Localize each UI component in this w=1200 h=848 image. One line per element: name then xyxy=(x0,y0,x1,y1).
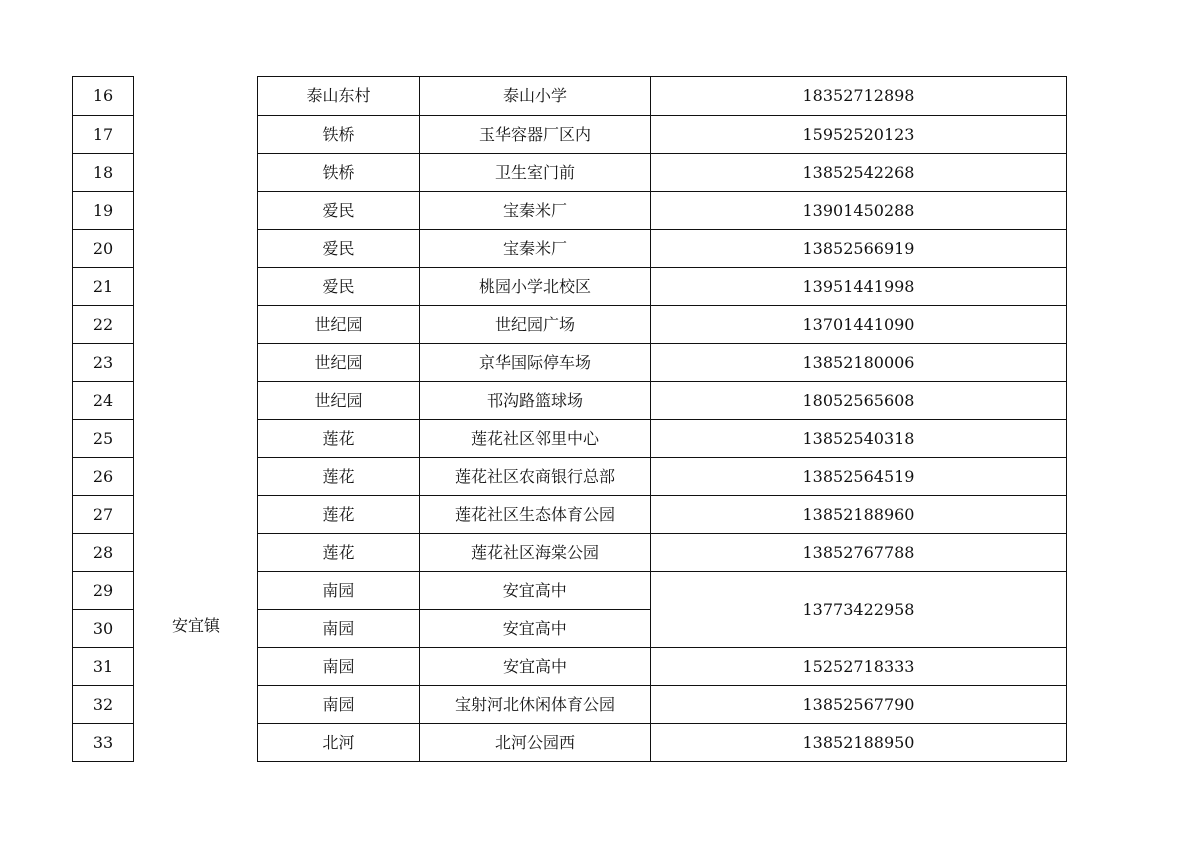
seq-number: 32 xyxy=(92,694,114,714)
seq-row xyxy=(73,685,133,723)
table-row xyxy=(258,305,1066,343)
table-row xyxy=(258,685,1066,723)
seq-row xyxy=(73,77,133,115)
phone-cell: 13951441998 xyxy=(802,276,915,296)
site-cell: 北河公园西 xyxy=(420,724,651,761)
village-cell: 世纪园 xyxy=(258,344,420,381)
seq-row xyxy=(73,571,133,609)
phone-cell: 13852540318 xyxy=(802,428,915,448)
village-cell: 南园 xyxy=(258,610,420,646)
village-cell: 南园 xyxy=(258,686,420,723)
phone-cell: 13852542268 xyxy=(802,162,915,182)
table-row xyxy=(258,381,1066,419)
seq-number: 21 xyxy=(92,276,114,296)
site-cell: 桃园小学北校区 xyxy=(420,268,651,305)
site-cell: 安宜高中 xyxy=(502,580,567,600)
village-cell: 世纪园 xyxy=(258,382,420,419)
town-name: 安宜镇 xyxy=(171,616,220,635)
seq-number: 17 xyxy=(92,124,114,144)
seq-number: 16 xyxy=(92,86,114,105)
phone-cell: 13852188950 xyxy=(802,732,915,752)
table-row xyxy=(258,457,1066,495)
seq-row xyxy=(73,457,133,495)
seq-number: 29 xyxy=(92,580,114,600)
merged-row-group xyxy=(258,571,1066,647)
seq-number: 33 xyxy=(92,732,114,752)
village-cell: 莲花 xyxy=(258,420,420,457)
phone-cell: 13901450288 xyxy=(802,200,915,220)
seq-row xyxy=(73,533,133,571)
seq-number: 24 xyxy=(92,390,114,410)
seq-number: 27 xyxy=(92,504,114,524)
seq-row xyxy=(73,229,133,267)
seq-row xyxy=(73,609,133,647)
village-cell: 爱民 xyxy=(258,192,420,229)
sequence-column xyxy=(72,76,134,762)
phone-cell: 15252718333 xyxy=(802,656,915,676)
seq-number: 22 xyxy=(92,314,114,334)
village-cell: 莲花 xyxy=(258,496,420,533)
site-cell: 京华国际停车场 xyxy=(420,344,651,381)
merged-phone-cell: 13773422958 xyxy=(802,600,915,619)
seq-number: 26 xyxy=(92,466,114,486)
seq-row xyxy=(73,267,133,305)
village-cell: 南园 xyxy=(258,572,420,609)
seq-row xyxy=(73,381,133,419)
seq-row xyxy=(73,305,133,343)
table-row xyxy=(258,572,650,609)
village-cell: 莲花 xyxy=(258,534,420,571)
table-row xyxy=(258,267,1066,305)
village-cell: 北河 xyxy=(258,724,420,761)
seq-row xyxy=(73,153,133,191)
village-cell: 铁桥 xyxy=(258,154,420,191)
table-row xyxy=(258,77,1066,115)
site-cell: 卫生室门前 xyxy=(420,154,651,191)
table-row xyxy=(258,229,1066,267)
table-row xyxy=(258,647,1066,685)
site-cell: 宝射河北休闲体育公园 xyxy=(420,686,651,723)
table-row xyxy=(258,723,1066,761)
phone-cell: 13701441090 xyxy=(802,314,915,334)
table-row xyxy=(258,419,1066,457)
phone-cell: 18052565608 xyxy=(802,390,915,410)
site-cell: 莲花社区邻里中心 xyxy=(420,420,651,457)
table-row xyxy=(258,495,1066,533)
site-cell: 宝秦米厂 xyxy=(420,192,651,229)
phone-cell: 13852767788 xyxy=(802,542,915,562)
seq-number: 25 xyxy=(92,428,114,448)
phone-cell: 13852567790 xyxy=(802,694,915,714)
site-cell: 莲花社区农商银行总部 xyxy=(420,458,651,495)
merged-row-left xyxy=(258,572,651,647)
phone-cell: 13852564519 xyxy=(802,466,915,486)
village-cell: 世纪园 xyxy=(258,306,420,343)
site-cell: 莲花社区海棠公园 xyxy=(420,534,651,571)
seq-number: 23 xyxy=(92,352,114,372)
seq-number: 31 xyxy=(92,656,114,676)
site-table xyxy=(257,76,1067,762)
village-cell: 泰山东村 xyxy=(258,77,420,115)
phone-cell: 13852180006 xyxy=(802,352,915,372)
site-cell: 玉华容器厂区内 xyxy=(420,116,651,153)
phone-cell: 13852566919 xyxy=(802,238,915,258)
table-row xyxy=(258,153,1066,191)
site-cell: 邗沟路篮球场 xyxy=(420,382,651,419)
site-cell: 宝秦米厂 xyxy=(420,230,651,267)
village-cell: 爱民 xyxy=(258,230,420,267)
seq-number: 30 xyxy=(92,618,114,638)
village-cell: 爱民 xyxy=(258,268,420,305)
table-row xyxy=(258,191,1066,229)
seq-row xyxy=(73,723,133,761)
site-cell: 世纪园广场 xyxy=(420,306,651,343)
seq-number: 19 xyxy=(92,200,114,220)
phone-cell: 18352712898 xyxy=(802,86,915,105)
seq-row xyxy=(73,115,133,153)
site-cell: 泰山小学 xyxy=(420,77,651,115)
seq-number: 20 xyxy=(92,238,114,258)
table-row xyxy=(258,609,650,646)
site-cell: 安宜高中 xyxy=(502,618,567,638)
seq-row xyxy=(73,495,133,533)
table-row xyxy=(258,343,1066,381)
phone-cell: 15952520123 xyxy=(802,124,915,144)
seq-row xyxy=(73,191,133,229)
table-row xyxy=(258,115,1066,153)
village-cell: 南园 xyxy=(258,648,420,685)
site-cell: 安宜高中 xyxy=(420,648,651,685)
seq-number: 18 xyxy=(92,162,114,182)
site-cell: 莲花社区生态体育公园 xyxy=(420,496,651,533)
seq-number: 28 xyxy=(92,542,114,562)
seq-row xyxy=(73,343,133,381)
phone-cell: 13852188960 xyxy=(802,504,915,524)
table-row xyxy=(258,533,1066,571)
village-cell: 莲花 xyxy=(258,458,420,495)
seq-row xyxy=(73,419,133,457)
seq-row xyxy=(73,647,133,685)
village-cell: 铁桥 xyxy=(258,116,420,153)
